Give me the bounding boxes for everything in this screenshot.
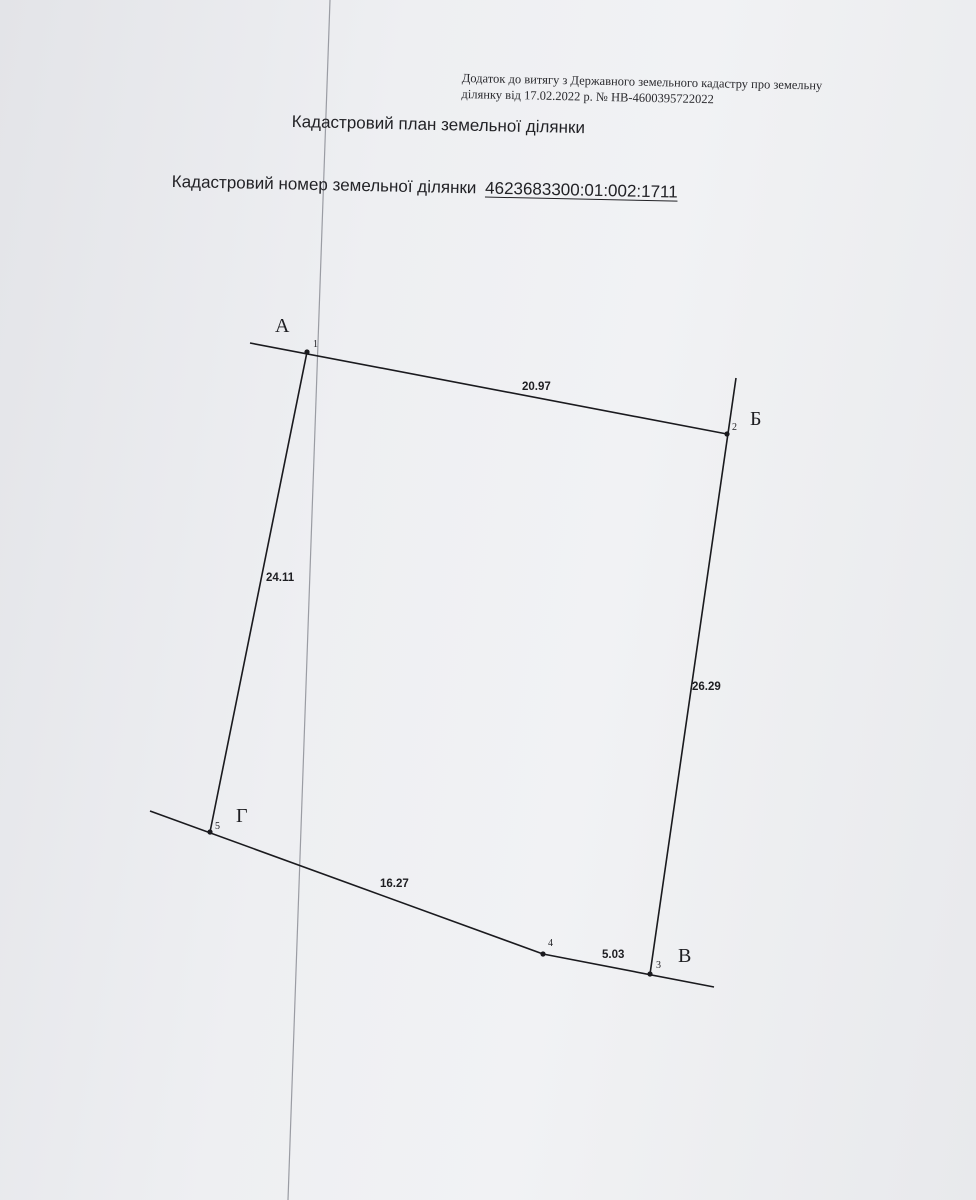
segment-length-3-4: 5.03 xyxy=(602,949,625,961)
segment-length-4-5: 16.27 xyxy=(380,878,409,890)
vertex-point-5 xyxy=(207,829,212,834)
segment-length-1-2: 20.97 xyxy=(522,381,551,393)
cadastral-number: 4623683300:01:002:1711 xyxy=(484,178,678,202)
boundary-line-5-1 xyxy=(210,352,307,832)
corner-label-b: Б xyxy=(750,408,762,430)
cadastral-number-label: Кадастровий номер земельної ділянки xyxy=(171,172,477,198)
point-number-1: 1 xyxy=(313,339,318,350)
point-number-2: 2 xyxy=(732,422,737,433)
corner-label-a: А xyxy=(275,315,290,337)
plan-title: Кадастровий план земельної ділянки xyxy=(291,112,586,138)
point-number-5: 5 xyxy=(215,821,220,832)
vertex-point-3 xyxy=(647,971,652,976)
point-number-4: 4 xyxy=(548,938,553,949)
boundary-line-2-3 xyxy=(650,378,736,974)
point-number-3: 3 xyxy=(656,960,661,971)
corner-label-v: В xyxy=(678,945,692,967)
vertex-point-4 xyxy=(540,951,545,956)
header-note: Додаток до витягу з Державного земельного кадастру про земельну ділянку від 17.02.2022 р. № НВ-4600395722022 xyxy=(461,70,823,107)
segment-length-5-1: 24.11 xyxy=(266,572,295,584)
corner-label-g: Г xyxy=(236,805,248,827)
segment-length-2-3: 26.29 xyxy=(692,681,721,693)
boundary-line-1-2 xyxy=(250,343,727,434)
vertex-point-1 xyxy=(304,349,309,354)
vertex-point-2 xyxy=(724,431,729,436)
